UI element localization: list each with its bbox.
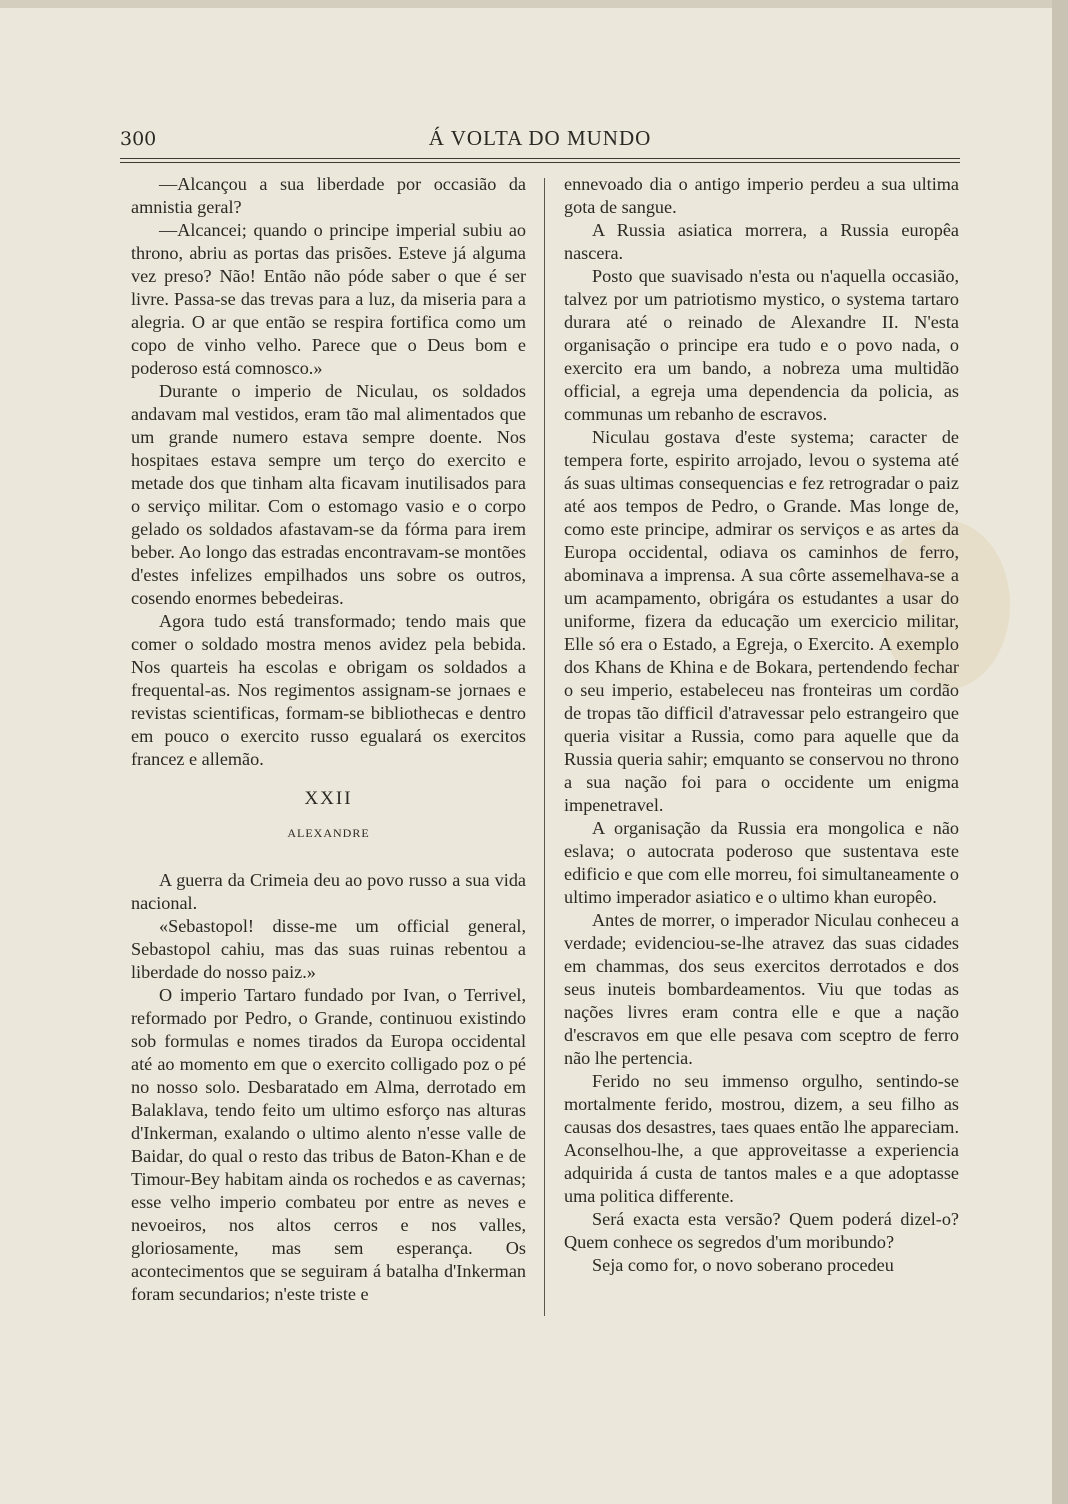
right-column: [564, 173, 959, 1277]
page-number: 300: [120, 128, 157, 150]
paragraph: Antes de morrer, o imperador Niculau conheceu a verdade; evidenciou-se-lhe atravez das suas cidades em chammas, dos seus exercitos derrotados e dos seus inuteis bombardeamentos. Viu que todas as nações livres eram contra elle e que a nação d'escravos em que elle pesava com sceptro de ferro não lhe pertencia.: [564, 910, 959, 1068]
column-divider: [544, 178, 545, 1316]
left-column: [131, 173, 526, 1306]
paragraph: Ferido no seu immenso orgulho, sentindo-se mortalmente ferido, mostrou, dizem, a seu filho as causas dos desastres, taes quaes então lhe appareciam. Aconselhou-lhe, a que approveitasse a experiencia adquirida á custa de tantos males e a que adoptasse uma politica differente.: [564, 1071, 959, 1206]
paragraph: A organisação da Russia era mongolica e não eslava; o autocrata poderoso que sustentava este edificio e que com elle morreu, foi simultaneamente o ultimo imperador asiatico e o ultimo khan europêo.: [564, 818, 959, 907]
paragraph: A Russia asiatica morrera, a Russia europêa nascera.: [564, 220, 959, 263]
chapter-number: XXII: [304, 788, 353, 809]
paragraph: Seja como for, o novo soberano procedeu: [592, 1255, 894, 1275]
paragraph: Agora tudo está transformado; tendo mais que comer o soldado mostra menos avidez pela bebida. Nos quarteis ha escolas e obrigam os soldados a frequental-as. Nos regimentos assignam-se jornaes e revistas scientificas, formam-se bibliothecas e dentro em pouco o exercito russo egualará os exercitos francez e allemão.: [131, 611, 526, 769]
paragraph: —Alcançou a sua liberdade por occasião da amnistia geral?: [131, 174, 526, 217]
paragraph: Niculau gostava d'este systema; caracter de tempera forte, espirito arrojado, levou o systema até ás suas ultimas consequencias e fez retrogradar o paiz até aos tempos de Pedro, o Grande. Mas longe de, como este principe, admirar os serviços e as artes da Europa occidental, odiava os caminhos de ferro, abominava a imprensa. A sua côrte assemelhava-se a um acampamento, obrigára os estudantes a usar do uniforme, fizera da educação um exercicio militar, Elle só era o Estado, a Egreja, o Exercito. A exemplo dos Khans de Khina e de Bokara, pertendendo fechar o seu imperio, estabeleceu nas fronteiras um cordão de tropas tão difficil d'atravessar pelo estrangeiro que queria visitar a Russia, como para aquelle que da Russia queria sahir; emquanto se conservou no throno a sua nação foi para o occidente um enigma impenetravel.: [564, 427, 959, 815]
page-right-edge: [1052, 0, 1068, 1504]
paragraph: —Alcancei; quando o principe imperial subiu ao throno, abriu as portas das prisões. Esteve já alguma vez preso? Não! Então não póde saber o que é ser livre. Passa-se das trevas para a luz, da miseria para a alegria. O ar que então se respira fortifica como um copo de vinho velho. Parece que o Deus bom e poderoso está comnosco.»: [131, 220, 526, 378]
paragraph: Posto que suavisado n'esta ou n'aquella occasião, talvez por um patriotismo mystico, o systema tartaro durara até o reinado de Alexandre II. N'esta organisação o principe era tudo e o povo nada, o exercito era um bando, a nobreza uma multidão official, a egreja uma dependencia da policia, as communas um rebanho de escravos.: [564, 266, 959, 424]
page-top-edge: [0, 0, 1068, 8]
paragraph: A guerra da Crimeia deu ao povo russo a sua vida nacional.: [131, 870, 526, 913]
running-title: Á VOLTA DO MUNDO: [428, 126, 652, 150]
paragraph: Durante o imperio de Niculau, os soldados andavam mal vestidos, eram tão mal alimentados que um grande numero estava sempre doente. Nos hospitaes estava sempre um terço do exercito e metade dos que tinham alta ficavam inutilisados para o serviço militar. Com o estomago vasio e o corpo gelado os soldados afastavam-se da fórma para irem beber. Ao longo das estradas encontravam-se montões d'estes infelizes empilhados uns sobre os outros, cosendo enormes bebedeiras.: [131, 381, 526, 608]
page-header: [120, 124, 960, 158]
chapter-title: ALEXANDRE: [287, 826, 370, 840]
paragraph: «Sebastopol! disse-me um official general, Sebastopol cahiu, mas das suas ruinas rebentou a liberdade do nosso paiz.»: [131, 916, 526, 982]
paragraph: ennevoado dia o antigo imperio perdeu a sua ultima gota de sangue.: [564, 174, 959, 217]
paragraph: O imperio Tartaro fundado por Ivan, o Terrivel, reformado por Pedro, o Grande, continuou existindo sob formulas e nomes tirados da Europa occidental até ao momento em que o exercito colligado poz o pé no nosso solo. Desbaratado em Alma, derrotado em Balaklava, tendo feito um ultimo esforço nas alturas d'Inkerman, exalando o ultimo alento n'esse valle de Baidar, do qual o resto das tribus de Baton-Khan e de Timour-Bey habitam ainda os rochedos e as cavernas; esse velho imperio combateu por entre as neves e nevoeiros, nos altos cerros e nos valles, gloriosamente, mas sem esperança. Os acontecimentos que se seguiram á batalha d'Inkerman foram secundarios; n'este triste e: [131, 985, 526, 1304]
header-rule-bottom: [120, 162, 960, 163]
paragraph: Será exacta esta versão? Quem poderá dizel-o? Quem conhece os segredos d'um moribundo?: [564, 1209, 959, 1252]
header-rule-top: [120, 158, 960, 159]
